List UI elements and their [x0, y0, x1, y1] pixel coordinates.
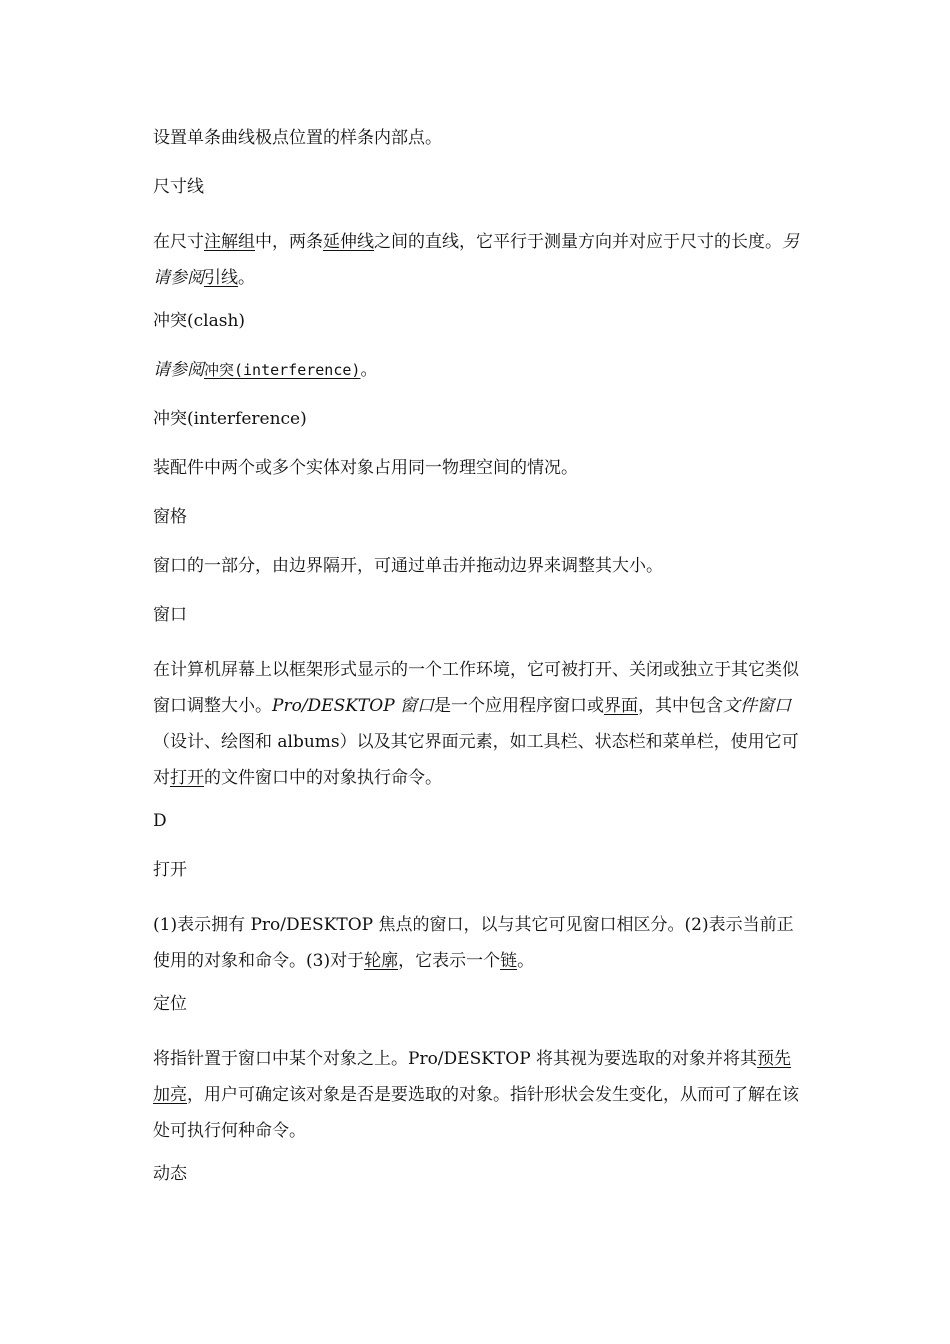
glossary-page	[153, 126, 803, 1211]
definition-span: 窗口的一部分，由边界隔开，可通过单击并拖动边界来调整其大小。	[153, 556, 663, 576]
definition-text	[153, 554, 803, 578]
term-label: 打开	[153, 860, 187, 880]
glossary-link-chain[interactable]: 链	[500, 951, 518, 971]
text-span: 之间的直线，它平行于测量方向并对应于尺寸的长度。	[374, 232, 782, 252]
definition-text	[153, 224, 803, 296]
text-span: 。	[238, 268, 255, 288]
glossary-link-open[interactable]: 打开	[170, 768, 204, 788]
text-span: （设计、绘图和 albums）以及其它界面元素，如工具栏、状态栏和菜单栏，使用它可对	[153, 732, 799, 788]
text-span: ，用户可确定该对象是否是要选取的对象。指针形状会发生变化，从而可了解在该处可执行何种命令。	[153, 1085, 799, 1141]
glossary-term	[153, 407, 803, 431]
term-label: 冲突(clash)	[153, 311, 246, 331]
definition-text	[153, 358, 803, 382]
glossary-link-annotation-group[interactable]: 注解组	[204, 232, 255, 252]
text-span: 的文件窗口中的对象执行命令。	[204, 768, 442, 788]
definition-span: 设置单条曲线极点位置的样条内部点。	[153, 128, 442, 148]
text-span: 中，两条	[255, 232, 323, 252]
definition-text	[153, 907, 803, 979]
term-label: 定位	[153, 994, 187, 1014]
section-letter	[153, 809, 803, 833]
term-label: 尺寸线	[153, 177, 204, 197]
see-also-label: 另请参阅	[153, 232, 799, 288]
glossary-link-interference[interactable]: 冲突(interference)	[204, 361, 361, 379]
text-span: 将指针置于窗口中某个对象之上。Pro/DESKTOP 将其视为要选取的对象并将其	[153, 1049, 758, 1069]
glossary-link-leader[interactable]: 引线	[204, 268, 238, 288]
glossary-term	[153, 858, 803, 882]
glossary-term	[153, 505, 803, 529]
text-span: 在尺寸	[153, 232, 204, 252]
emphasis-text: Pro/DESKTOP 窗口	[272, 696, 435, 716]
text-span: 。	[517, 951, 535, 971]
term-label: 窗口	[153, 605, 187, 625]
glossary-term	[153, 603, 803, 627]
definition-text	[153, 456, 803, 480]
see-label: 请参阅	[153, 360, 204, 380]
text-span: 在计算机屏幕上以框架形式显示的一个工作环境，它可被打开、关闭或独立于其它类似窗口调整大小。	[153, 660, 799, 716]
glossary-term	[153, 992, 803, 1016]
definition-span: 装配件中两个或多个实体对象占用同一物理空间的情况。	[153, 458, 578, 478]
term-label: 动态	[153, 1164, 187, 1184]
glossary-link-extension-line[interactable]: 延伸线	[323, 232, 374, 252]
term-label: 冲突(interference)	[153, 409, 307, 429]
text-span: (1)表示拥有 Pro/DESKTOP 焦点的窗口，以与其它可见窗口相区分。(2)表示当前正使用的对象和命令。(3)对于	[153, 915, 794, 971]
glossary-link-prehighlight[interactable]: 预先加亮	[153, 1049, 792, 1105]
text-span: 是一个应用程序窗口或	[434, 696, 605, 716]
definition-text	[153, 652, 803, 796]
glossary-term	[153, 175, 803, 199]
definition-text	[153, 1041, 803, 1149]
glossary-link-profile[interactable]: 轮廓	[364, 951, 399, 971]
text-span: ，其中包含	[638, 696, 724, 716]
glossary-term	[153, 309, 803, 333]
term-label: 窗格	[153, 507, 187, 527]
text-span: ，它表示一个	[398, 951, 501, 971]
section-letter-label: D	[153, 811, 167, 831]
emphasis-text: 文件窗口	[723, 696, 792, 716]
definition-text	[153, 126, 803, 150]
text-span: 。	[360, 360, 378, 380]
glossary-term	[153, 1162, 803, 1186]
glossary-link-interface[interactable]: 界面	[604, 696, 639, 716]
